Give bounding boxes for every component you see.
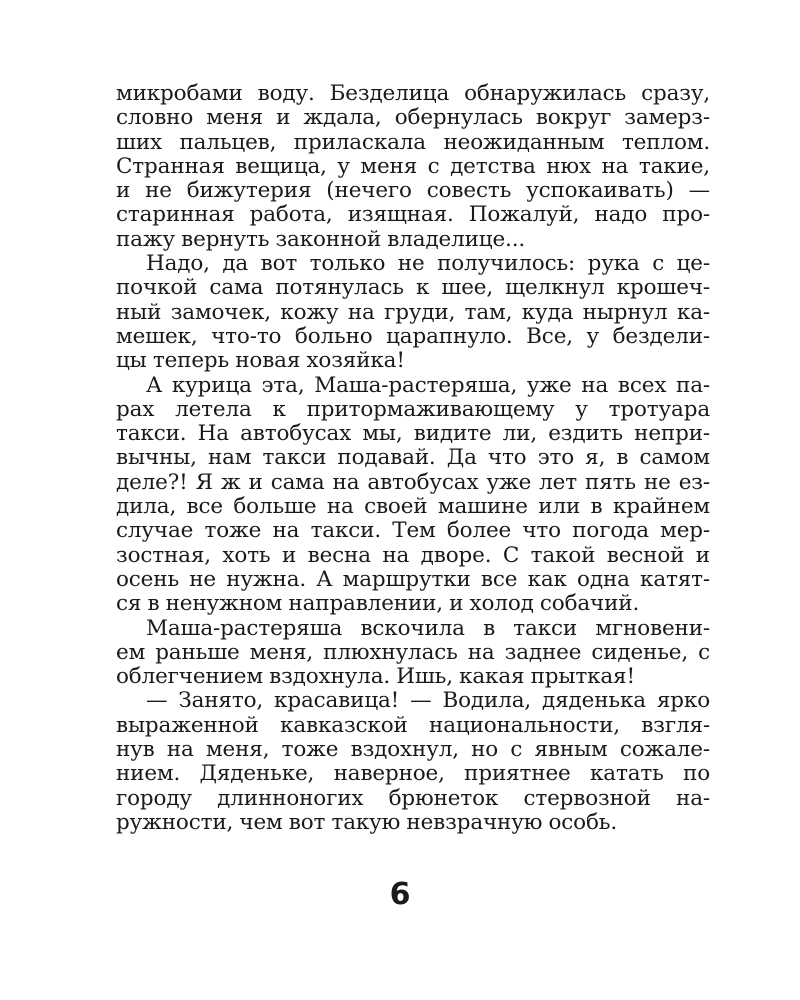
text-line: нием. Дяденьке, наверное, приятнее катать по — [116, 761, 710, 787]
text-line: облегчением вздохнула. Ишь, какая прыткая! — [116, 664, 635, 690]
text-line: деле?! Я ж и сама на автобусах уже лет пять не ез- — [116, 469, 710, 495]
text-line: ся в ненужном направлении, и холод собачий. — [116, 591, 640, 617]
body-text — [116, 82, 710, 835]
text-line: старинная работа, изящная. Пожалуй, надо про- — [116, 202, 710, 228]
text-line: нув на меня, тоже вздохнул, но с явным сожале- — [116, 737, 710, 763]
text-line: словно меня и ждала, обернулась вокруг замерз- — [116, 105, 710, 131]
text-line: ный замочек, кожу на груди, там, куда нырнул ка- — [116, 299, 710, 325]
text-line: микробами воду. Безделица обнаружилась сразу, — [116, 81, 710, 106]
text-line: — Занято, красавица! — Водила, дяденька ярко — [146, 688, 710, 714]
text-line: и не бижутерия (нечего совесть успокаивать) — — [116, 178, 710, 204]
text-line: осень не нужна. А маршрутки все как одна катят- — [116, 566, 710, 592]
text-line: Надо, да вот только не получилось: рука с це- — [146, 251, 710, 277]
text-line: почкой сама потянулась к шее, щелкнул крошеч- — [116, 275, 710, 301]
text-line: цы теперь новая хозяйка! — [116, 348, 405, 374]
text-line: рах летела к притормаживающему у тротуара — [116, 396, 710, 422]
text-line: зостная, хоть и весна на дворе. С такой весной и — [116, 542, 710, 568]
text-line: ружности, чем вот такую невзрачную особь. — [116, 809, 617, 835]
text-line: ших пальцев, приласкала неожиданным теплом. — [116, 129, 710, 155]
text-line: дила, все больше на своей машине или в крайнем — [116, 494, 710, 520]
page-number: 6 — [389, 877, 411, 912]
text-line: такси. На автобусах мы, видите ли, ездить непри- — [116, 421, 710, 447]
text-line: Странная вещица, у меня с детства нюх на такие, — [116, 153, 710, 179]
text-line: Маша-растеряша вскочила в такси мгновени- — [146, 615, 710, 641]
text-line: А курица эта, Маша-растеряша, уже на всех па- — [146, 372, 710, 398]
text-line: городу длинноногих брюнеток стервозной на- — [116, 785, 710, 811]
text-line: ем раньше меня, плюхнулась на заднее сиденье, с — [116, 639, 710, 665]
text-line: случае тоже на такси. Тем более что погода мер- — [116, 518, 710, 544]
text-line: выраженной кавказской национальности, взгля- — [116, 712, 710, 738]
text-line: мешек, что-то больно царапнуло. Все, у бездели- — [116, 323, 710, 349]
text-line: вычны, нам такси подавай. Да что это я, в самом — [116, 445, 710, 471]
text-line: пажу вернуть законной владелице... — [116, 226, 526, 252]
